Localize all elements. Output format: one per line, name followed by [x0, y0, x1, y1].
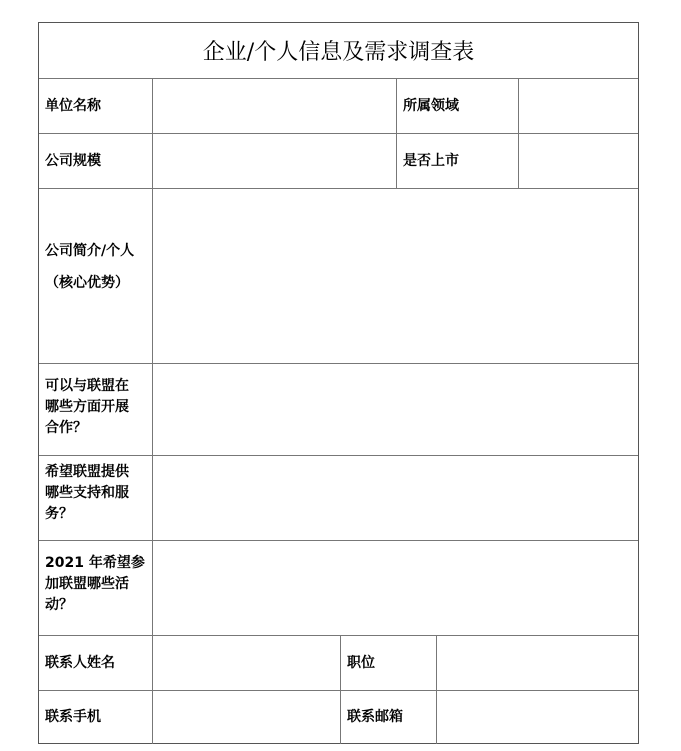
company-intro-label-line1: 公司简介/个人	[45, 243, 135, 259]
industry-field[interactable]	[518, 79, 638, 133]
title-row	[39, 23, 638, 78]
support-row	[39, 455, 638, 540]
survey-form	[38, 22, 639, 744]
company-name-field[interactable]	[152, 79, 396, 133]
listed-field[interactable]	[518, 134, 638, 188]
contact-phone-label: 联系手机	[45, 709, 101, 725]
cooperation-label-line1: 可以与联盟在	[45, 378, 129, 394]
listed-label: 是否上市	[396, 134, 518, 188]
company-intro-row	[39, 188, 638, 363]
contact-phone-row	[39, 690, 638, 744]
contact-name-row	[39, 635, 638, 690]
contact-name-label: 联系人姓名	[45, 654, 115, 671]
cooperation-label-line2: 哪些方面开展	[45, 399, 129, 415]
form-title: 企业/个人信息及需求调查表	[202, 40, 475, 65]
activities-label-line2: 加联盟哪些活	[45, 576, 129, 592]
support-label-line3: 务？	[45, 506, 73, 522]
activities-row	[39, 540, 638, 635]
cooperation-label	[39, 364, 152, 455]
company-intro-label	[39, 189, 152, 363]
company-intro-label-line2: （核心优势）	[45, 275, 129, 291]
support-label	[39, 456, 152, 540]
cooperation-label-line3: 合作？	[45, 420, 87, 436]
company-scale-row	[39, 133, 638, 188]
cooperation-field[interactable]	[152, 364, 638, 455]
contact-phone-field[interactable]	[152, 691, 340, 744]
company-scale-label: 公司规模	[45, 152, 101, 169]
company-scale-field[interactable]	[152, 134, 396, 188]
activities-label-line3: 动？	[45, 597, 73, 613]
activities-label	[39, 541, 152, 635]
activities-field[interactable]	[152, 541, 638, 635]
support-field[interactable]	[152, 456, 638, 540]
contact-name-field[interactable]	[152, 636, 340, 690]
company-name-label: 单位名称	[45, 97, 101, 114]
email-label: 联系邮箱	[340, 691, 436, 744]
company-intro-field[interactable]	[152, 189, 638, 363]
industry-label: 所属领域	[396, 79, 518, 133]
activities-label-line1: 2021 年希望参	[45, 555, 145, 571]
position-label: 职位	[340, 636, 436, 690]
position-field[interactable]	[436, 636, 638, 690]
email-field[interactable]	[436, 691, 638, 744]
support-label-line2: 哪些支持和服	[45, 485, 129, 501]
support-label-line1: 希望联盟提供	[45, 464, 129, 480]
cooperation-row	[39, 363, 638, 455]
company-name-row	[39, 78, 638, 133]
